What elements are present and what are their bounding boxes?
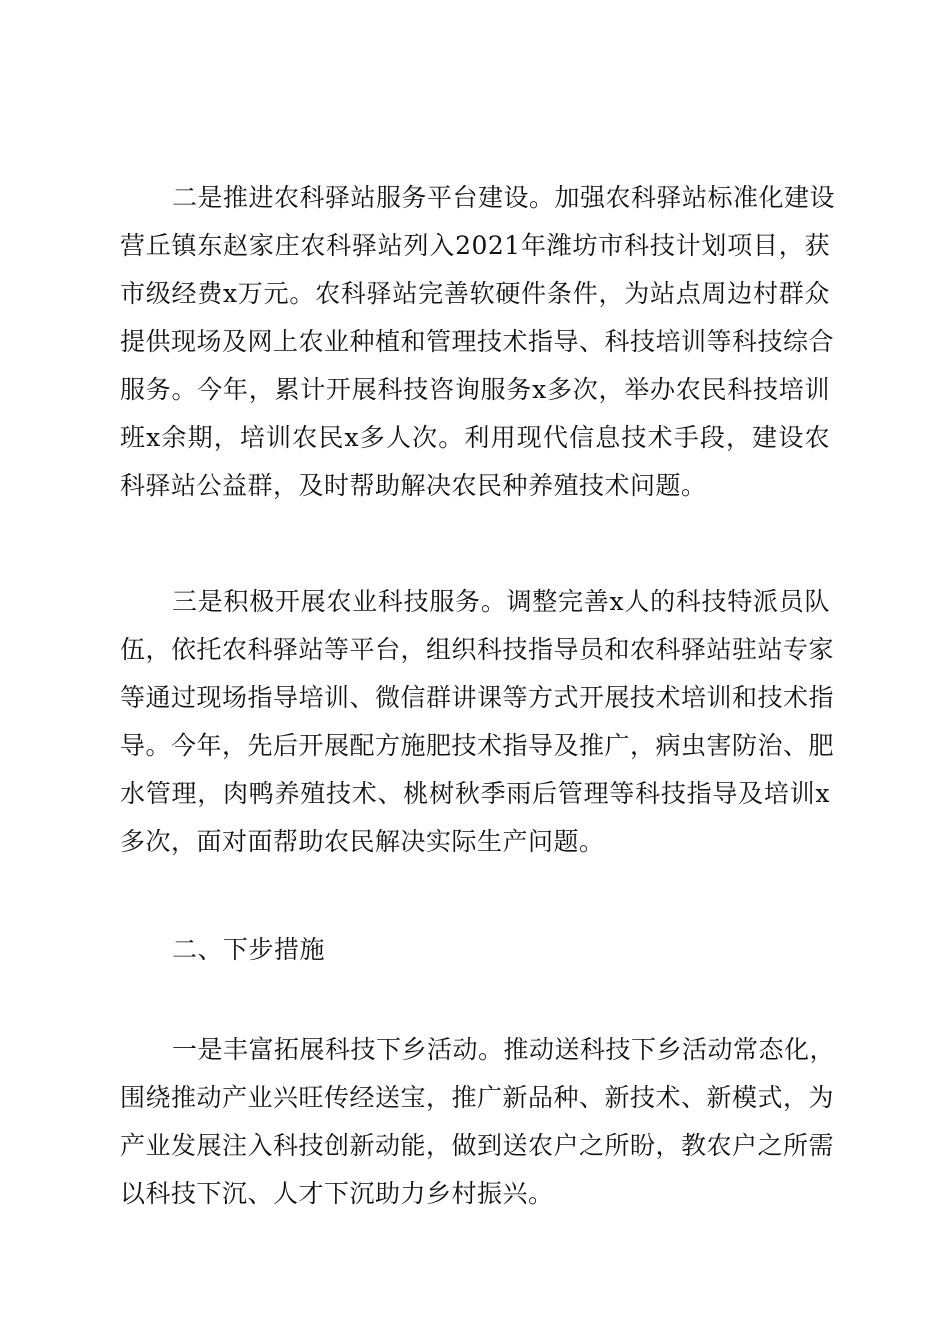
text-line: 服务。今年，累计开展科技咨询服务x多次，举办农民科技培训	[120, 375, 830, 404]
section-heading: 二、下步措施	[172, 935, 326, 964]
text-line: 伍，依托农科驿站等平台，组织科技指导员和农科驿站驻站专家	[120, 635, 835, 664]
text-line: 以科技下沉、人才下沉助力乡村振兴。	[120, 1179, 554, 1208]
text-line: 三是积极开展农业科技服务。调整完善x人的科技特派员队	[172, 587, 830, 616]
text-line: 多次，面对面帮助农民解决实际生产问题。	[120, 827, 605, 856]
text-line: 营丘镇东赵家庄农科驿站列入2021年潍坊市科技计划项目，获	[120, 231, 830, 260]
text-line: 班x余期，培训农民x多人次。利用现代信息技术手段，建设农	[120, 423, 830, 452]
text-line: 提供现场及网上农业种植和管理技术指导、科技培训等科技综合	[120, 327, 835, 356]
text-line: 一是丰富拓展科技下乡活动。推动送科技下乡活动常态化，	[172, 1035, 836, 1064]
text-line: 等通过现场指导培训、微信群讲课等方式开展技术培训和技术指	[120, 683, 835, 712]
text-line: 围绕推动产业兴旺传经送宝，推广新品种、新技术、新模式，为	[120, 1083, 835, 1112]
text-line: 产业发展注入科技创新动能，做到送农户之所盼，教农户之所需	[120, 1131, 835, 1160]
text-line: 二是推进农科驿站服务平台建设。加强农科驿站标准化建设	[172, 183, 836, 212]
text-line: 市级经费x万元。农科驿站完善软硬件条件，为站点周边村群众	[120, 279, 830, 308]
text-line: 科驿站公益群，及时帮助解决农民种养殖技术问题。	[120, 471, 707, 500]
text-line: 水管理，肉鸭养殖技术、桃树秋季雨后管理等科技指导及培训x	[120, 779, 830, 808]
text-line: 导。今年，先后开展配方施肥技术指导及推广，病虫害防治、肥	[120, 731, 835, 760]
